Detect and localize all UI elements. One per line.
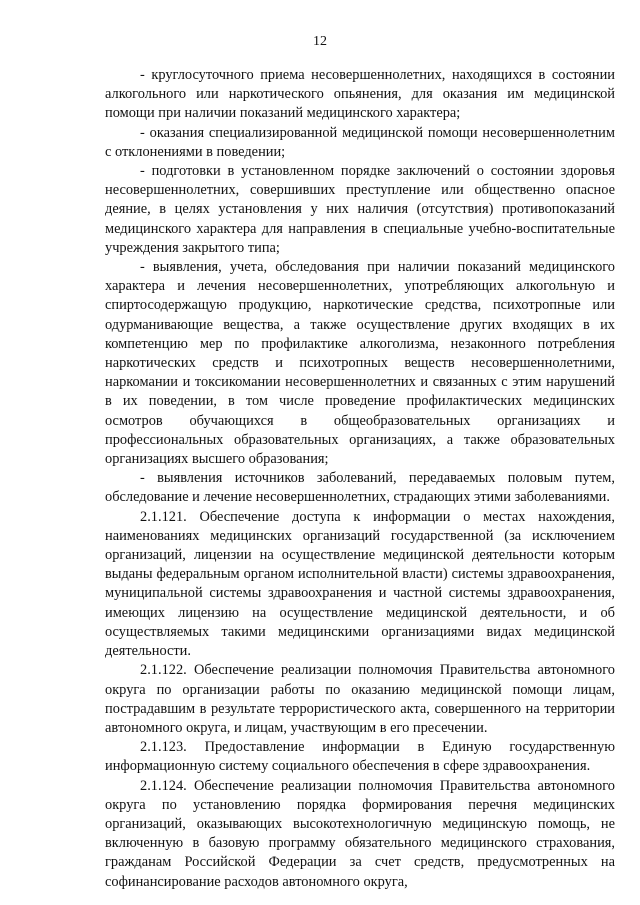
paragraph-2-1-121: 2.1.121. Обеспечение доступа к информации о местах нахождения, наименованиях медицинских организаций государственной (за исключением организаций, лицензии на осуществление медицинской деятельности которым выданы федеральным органом исполнительной власти) системы здравоохранения, муниципальной системы здравоохранения и частной системы здравоохранения, имеющих лицензию на осуществление медицинской деятельности, и об осуществляемых такими медицинскими организациями видах медицинской деятельности. [105,508,615,660]
document-body [105,66,615,892]
paragraph-2-1-124: 2.1.124. Обеспечение реализации полномочия Правительства автономного округа по установлению порядка формирования перечня медицинских организаций, оказывающих высокотехнологичную медицинскую помощь, не включенную в базовую программу обязательного медицинского страхования, гражданам Российской Федерации за счет средств, предусмотренных на софинансирование расходов автономного округа, [105,777,615,890]
paragraph-2-1-122: 2.1.122. Обеспечение реализации полномочия Правительства автономного округа по организации работы по оказанию медицинской помощи лицам, пострадавшим в результате террористического акта, совершенного на территории автономного округа, и лицам, участвующим в его пресечении. [105,662,615,736]
paragraph-substance-use-detection: - выявления, учета, обследования при наличии показаний медицинского характера и лечения несовершеннолетних, употребляющих алкогольную и спиртосодержащую продукцию, наркотические средства, психотропные или одурманивающие вещества, а также осуществление других входящих в их компетенцию мер по профилактике алкоголизма, незаконного потребления наркотических средств и психотропных веществ несовершеннолетними, наркомании и токсикомании несовершеннолетних и связанных с этим нарушений в их поведении, в том числе проведение профилактических медицинских осмотров обучающихся в общеобразовательных организациях и профессиональных образовательных организациях, а также образовательных организациях высшего образования; [105,259,615,468]
paragraph-health-conclusions: - подготовки в установленном порядке заключений о состоянии здоровья несовершеннолетних, совершивших преступление или общественно опасное деяние, в целях установления у них наличия (отсутствия) противопоказаний медицинского характера для направления в специальные учебно-воспитательные учреждения закрытого типа; [105,163,615,256]
paragraph-round-the-clock-reception: - круглосуточного приема несовершеннолетних, находящихся в состоянии алкогольного или наркотического опьянения, для оказания им медицинской помощи при наличии показаний медицинского характера; [105,67,615,122]
page-number: 12 [313,34,327,49]
paragraph-std-detection: - выявления источников заболеваний, передаваемых половым путем, обследование и лечение несовершеннолетних, страдающих этими заболеваниями. [105,470,615,506]
paragraph-specialized-care: - оказания специализированной медицинской помощи несовершеннолетним с отклонениями в поведении; [105,124,615,160]
paragraph-2-1-123: 2.1.123. Предоставление информации в Единую государственную информационную систему социального обеспечения в сфере здравоохранения. [105,739,615,775]
